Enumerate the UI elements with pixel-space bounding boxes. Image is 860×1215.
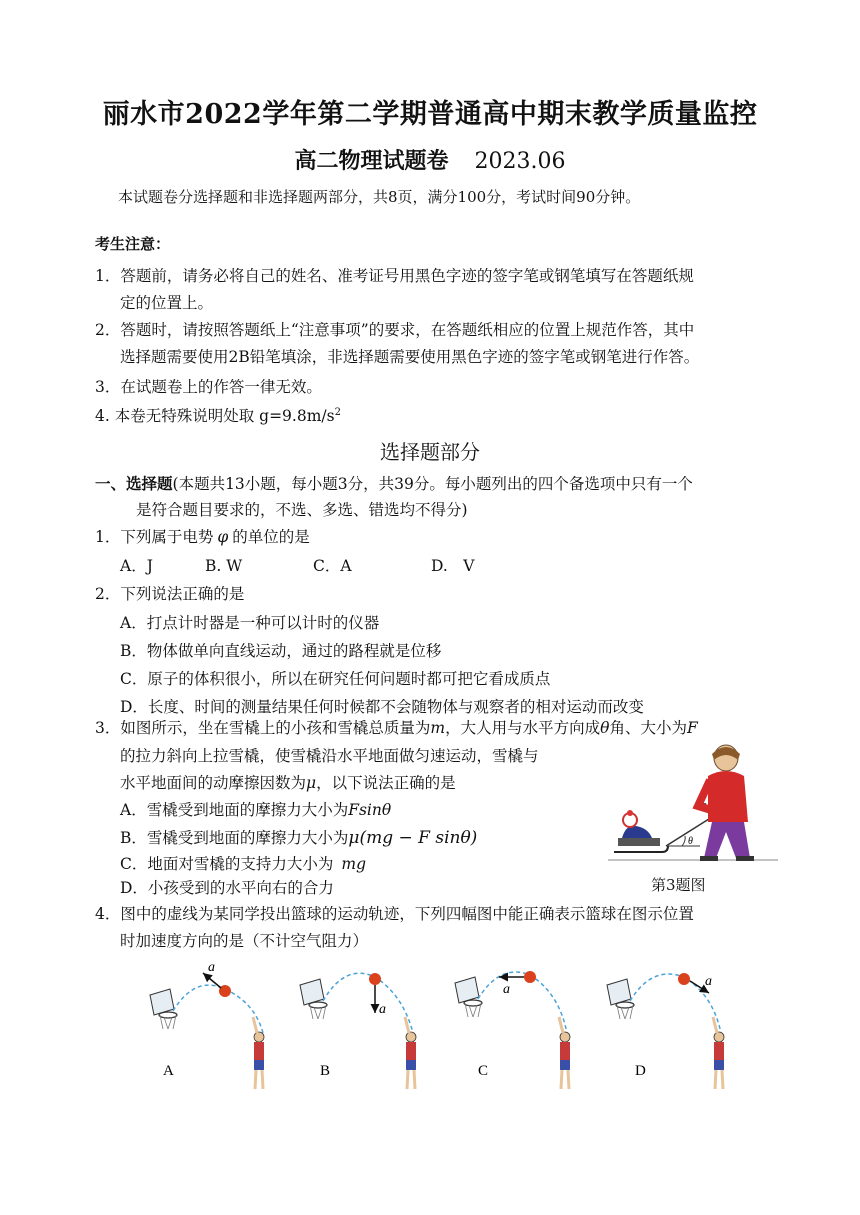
q3-option-b-expr: μ(mg − F sinθ): [348, 828, 478, 848]
q3-line2: 的拉力斜向上拉雪橇，使雪橇沿水平地面做匀速运动，雪橇与: [120, 747, 539, 765]
accel-label-b: a: [379, 1002, 386, 1017]
part1-heading: [95, 472, 693, 494]
notice-item-1-cont: 定的位置上。: [120, 294, 214, 312]
q3-option-a: [120, 798, 391, 820]
panel-label-b: B: [320, 1063, 331, 1079]
child-hat: [627, 810, 633, 816]
q3-force: F: [686, 719, 698, 737]
q3-line1b: ，大人用与水平方向成: [445, 719, 601, 737]
q3-line1a: 3．如图所示，坐在雪橇上的小孩和雪橇总质量为: [95, 719, 431, 737]
panel-c-figure: [455, 971, 572, 1095]
notice-item-4-text: 4. 本卷无特殊说明处取 g=9.8m/s: [95, 407, 335, 425]
adult-pants: [704, 822, 750, 858]
q3-option-a-expr: Fsinθ: [348, 801, 392, 819]
notice-item-1: 1．答题前，请务必将自己的姓名、准考证号用黑色字迹的签字笔或钢笔填写在答题纸规: [95, 267, 694, 285]
section-title: 选择题部分: [380, 440, 480, 464]
q2-option-c: C．原子的体积很小，所以在研究任何问题时都可把它看成质点: [120, 670, 551, 688]
q3-mu: μ: [306, 774, 317, 792]
panel-label-c: C: [478, 1063, 489, 1079]
q3-figure-caption: 第3题图: [651, 876, 706, 894]
q1-option-b: B. W: [205, 557, 243, 575]
q1-stem: [95, 525, 310, 547]
ball-d: [678, 973, 690, 985]
q2-option-d: D．长度、时间的测量结果任何时候都不会随物体与观察者的相对运动而改变: [120, 698, 644, 716]
q1-option-d: D. V: [431, 557, 475, 575]
q3-line3b: ，以下说法正确的是: [316, 774, 456, 792]
q3-line3: [120, 771, 456, 793]
q2-option-a: A．打点计时器是一种可以计时的仪器: [120, 614, 380, 632]
q3-option-c: [120, 852, 366, 874]
q3-option-b: [120, 826, 477, 848]
q4-figures: [135, 955, 755, 1095]
sled-runner: [614, 846, 668, 852]
adult-shoe-right: [736, 856, 754, 861]
sled-body: [618, 838, 660, 846]
q1-options: [120, 554, 475, 576]
q1-stem-end: 的单位的是: [232, 528, 310, 546]
q4-line1: 4．图中的虚线为某同学投出篮球的运动轨迹，下列四幅图中能正确表示篮球在图示位置: [95, 905, 694, 923]
ball-b: [369, 973, 381, 985]
q3-option-c-text: C．地面对雪橇的支持力大小为: [120, 855, 334, 873]
ball-a: [219, 985, 231, 997]
fig-label-F: F: [700, 802, 707, 813]
q2-stem: 2．下列说法正确的是: [95, 585, 245, 603]
q1-symbol: φ: [217, 528, 229, 546]
notice-item-2-cont: 选择题需要使用2B铅笔填涂，非选择题需要使用黑色字迹的签字笔或钢笔进行作答。: [120, 348, 700, 366]
ball-c: [524, 971, 536, 983]
notice-item-4: [95, 404, 341, 426]
q3-option-d: D．小孩受到的水平向右的合力: [120, 879, 334, 897]
panel-label-d: D: [635, 1063, 646, 1079]
panel-label-a: A: [163, 1063, 174, 1079]
part1-desc2: 是符合题目要求的，不选、多选、错选均不得分): [136, 501, 468, 519]
q3-mass: m: [430, 719, 446, 737]
exam-subtitle: [0, 144, 860, 175]
q3-option-a-text: A．雪橇受到地面的摩擦力大小为: [120, 801, 349, 819]
q3-theta: θ: [600, 719, 610, 737]
accel-label-d: a: [705, 974, 712, 989]
accel-label-a: a: [208, 960, 215, 975]
angle-arc: [682, 836, 685, 846]
subject-title: 高二物理试题卷: [294, 148, 449, 174]
panel-b-figure: [300, 973, 418, 1095]
q1-option-c: C．A: [313, 557, 352, 575]
exam-date: 2023.06: [474, 149, 566, 174]
notice-g-exponent: 2: [334, 406, 341, 418]
accel-label-c: a: [503, 982, 510, 997]
q2-option-b: B．物体做单向直线运动，通过的路程就是位移: [120, 642, 442, 660]
fig-label-theta: θ: [688, 836, 693, 847]
q1-option-a: A．J: [120, 557, 153, 575]
adult-shoe-left: [700, 856, 718, 861]
q3-line3a: 水平地面间的动摩擦因数为: [120, 774, 307, 792]
q3-line1: [95, 716, 698, 738]
exam-title: 丽水市2022学年第二学期普通高中期末教学质量监控: [102, 99, 758, 130]
child-body: [622, 826, 652, 838]
notice-item-3: 3．在试题卷上的作答一律无效。: [95, 378, 322, 396]
exam-intro: 本试题卷分选择题和非选择题两部分，共8页，满分100分，考试时间90分钟。: [118, 188, 641, 206]
q3-option-c-expr: mg: [341, 855, 366, 873]
part1-label: 一、选择题: [95, 475, 173, 493]
notice-item-2: 2．答题时，请按照答题纸上“注意事项”的要求，在答题纸相应的位置上规范作答，其中: [95, 321, 695, 339]
panel-d-figure: [607, 973, 726, 1095]
notice-heading: 考生注意：: [95, 235, 171, 253]
part1-desc1: (本题共13小题，每小题3分，共39分。每小题列出的四个备选项中只有一个: [172, 475, 693, 493]
q4-line2: 时加速度方向的是（不计空气阻力）: [120, 932, 369, 950]
q3-option-b-text: B．雪橇受到地面的摩擦力大小为: [120, 829, 349, 847]
q3-line1c: 角、大小为: [609, 719, 687, 737]
q3-figure-sled: [608, 740, 778, 872]
q1-stem-text: 1．下列属于电势: [95, 528, 214, 546]
